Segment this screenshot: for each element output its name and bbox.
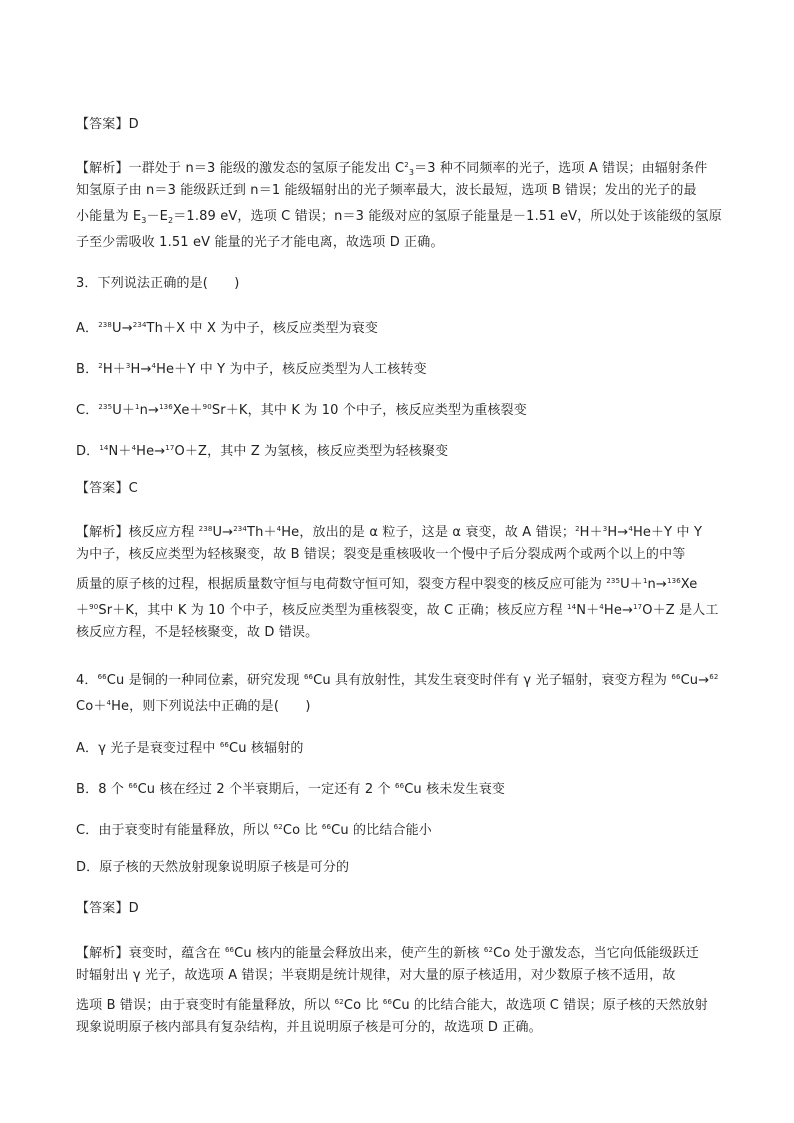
analysis-q2-line-3: 小能量为 $E_3-E_2=1.89$ eV，选项 C 错误；n＝3 能级对应的氢原子能量是－1.51 eV，所以处于该能级的氢原: [76, 209, 722, 225]
analysis-q3-line-2: 为中子，核反应类型为轻核聚变，故 B 错误；裂变是重核吸收一个慢中子后分裂成两个或两个以上的中等: [76, 547, 686, 562]
question-3-option-a: A．$^{238}$U→$^{234}$Th＋X 中 X 为中子，核反应类型为衰变: [76, 321, 379, 336]
question-4-option-b: B．8 个 $^{66}$Cu 核在经过 2 个半衰期后，一定还有 2 个 $^{66}$Cu 核未发生衰变: [76, 782, 506, 797]
question-3-stem: 3．下列说法正确的是( ): [76, 276, 240, 291]
analysis-q2-line-2: 知氢原子由 n＝3 能级跃迁到 n＝1 能级辐射出的光子频率最大，波长最短，选项 B 错误；发出的光子的最: [76, 183, 697, 198]
analysis-q3-line-4: ＋$^{90}$Sr＋K，其中 K 为 10 个中子，核反应类型为重核裂变，故 C 正确；核反应方程 $^{14}$N＋$^4$He→$^{17}$O＋Z 是人工: [76, 603, 719, 618]
analysis-q4-line-3: 选项 B 错误；由于衰变时有能量释放，所以 $^{62}$Co 比 $^{66}$Cu 的比结合能大，故选项 C 错误；原子核的天然放射: [76, 998, 708, 1013]
answer-value: D: [128, 117, 139, 132]
answer-q3: 【答案】C: [76, 481, 138, 496]
analysis-q4-line-1: 【解析】衰变时，蕴含在 $^{66}$Cu 核内的能量会释放出来，使产生的新核 $^{62}$Co 处于激发态，当它向低能级跃迁: [76, 946, 699, 961]
answer-q2: [76, 116, 139, 134]
question-3-option-b: B．$^2$H＋$^3$H→$^4$He＋Y 中 Y 为中子，核反应类型为人工核转变: [76, 362, 427, 377]
question-4-option-c: C．由于衰变时有能量释放，所以 $^{62}$Co 比 $^{66}$Cu 的比结合能小: [76, 823, 432, 838]
analysis-q3-line-5: 核反应方程，不是轻核聚变，故 D 错误。: [76, 625, 319, 640]
question-4-option-a: A．γ 光子是衰变过程中 $^{66}$Cu 核辐射的: [76, 741, 304, 756]
analysis-q4-line-4: 现象说明原子核内部具有复杂结构，并且说明原子核是可分的，故选项 D 正确。: [76, 1020, 542, 1035]
analysis-q2-line-1: 【解析】一群处于 n＝3 能级的激发态的氢原子能发出 $C^2_3=3$ 种不同频率的光子，选项 A 错误；由辐射条件: [76, 161, 708, 177]
analysis-q3-line-3: 质量的原子核的过程，根据质量数守恒与电荷数守恒可知，裂变方程中裂变的核反应可能为 $^{235}$U＋$^1$n→$^{136}$Xe: [76, 577, 698, 592]
answer-q4: 【答案】D: [76, 901, 139, 916]
question-3-option-c: C．$^{235}$U＋$^1$n→$^{136}$Xe＋$^{90}$Sr＋K，其中 K 为 10 个中子，核反应类型为重核裂变: [76, 403, 527, 418]
answer-label: 【答案】: [76, 117, 129, 132]
question-4-option-d: D．原子核的天然放射现象说明原子核是可分的: [76, 860, 350, 875]
question-4-stem-line-2: Co＋$^4$He，则下列说法中正确的是( ): [76, 699, 311, 714]
question-3-option-d: D．$^{14}$N＋$^4$He→$^{17}$O＋Z，其中 Z 为氢核，核反应类型为轻核聚变: [76, 444, 449, 459]
question-4-stem-line-1: 4．$^{66}$Cu 是铜的一种同位素，研究发现 $^{66}$Cu 具有放射性，其发生衰变时伴有 γ 光子辐射，衰变方程为 $^{66}$Cu→$^{62}$: [76, 673, 719, 688]
analysis-q4-line-2: 时辐射出 γ 光子，故选项 A 错误；半衰期是统计规律，对大量的原子核适用，对少数原子核不适用，故: [76, 968, 676, 983]
analysis-q2-line-4: 子至少需吸收 1.51 eV 能量的光子才能电离，故选项 D 正确。: [76, 235, 444, 250]
analysis-label: 【解析】: [76, 161, 129, 176]
analysis-q3-line-1: 【解析】核反应方程 $^{238}$U→$^{234}$Th＋$^4$He，放出的是 α 粒子，这是 α 衰变，故 A 错误；$^2$H＋$^3$H→$^4$He＋Y 中 Y: [76, 525, 703, 540]
